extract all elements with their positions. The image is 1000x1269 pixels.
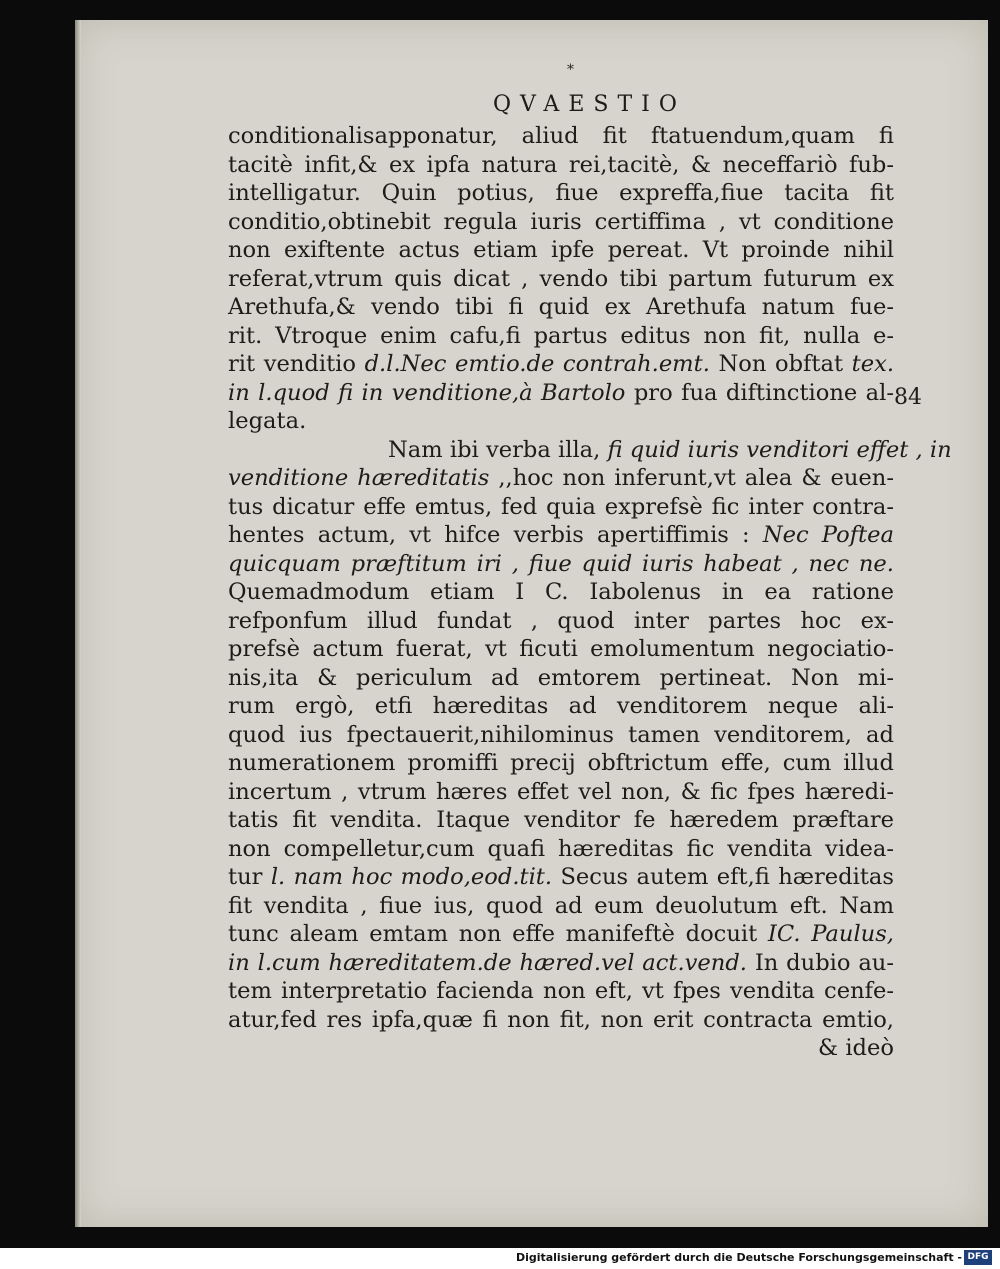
text-line xyxy=(228,692,894,721)
text-segment: refponfum illud fundat , quod inter partes hoc ex- xyxy=(228,607,894,634)
text-segment: hentes actum, vt hifce verbis apertiffimis : xyxy=(228,522,763,548)
text-segment: prefsè actum fuerat, vt ficuti emolumentum negociatio- xyxy=(228,636,894,662)
text-segment: numerationem promiffi precij obftrictum effe, cum illud xyxy=(228,750,894,776)
text-line xyxy=(228,179,894,208)
running-header: QVAESTIO xyxy=(493,92,686,117)
text-line xyxy=(228,949,894,978)
text-segment: conditionalisapponatur, aliud fit ftatuendum,quam fi xyxy=(228,123,894,149)
italic-citation: tex. xyxy=(851,351,894,377)
text-segment: ,,hoc non inferunt,vt alea & euen- xyxy=(489,465,894,491)
italic-citation: d.l.Nec emtio.de contrah.emt. xyxy=(364,351,710,377)
text-line xyxy=(228,892,894,921)
text-segment: atur,fed res ipfa,quæ fi non fit, non erit contracta emtio, xyxy=(228,1006,894,1033)
text-line xyxy=(228,607,894,636)
text-line xyxy=(228,977,894,1006)
text-segment: rum ergò, etfi hæreditas ad venditorem neque ali- xyxy=(228,693,894,719)
text-line xyxy=(228,521,894,550)
italic-citation: fi quid iuris venditori effet , in xyxy=(607,436,952,463)
text-line xyxy=(228,550,894,579)
text-segment: Secus autem eft,fi hæreditas xyxy=(552,864,894,890)
text-segment: tem interpretatio facienda non eft, vt fpes vendita cenfe- xyxy=(228,978,894,1004)
text-segment: non compelletur,cum quafi hæreditas fic vendita videa- xyxy=(228,835,894,862)
margin-number: 84 xyxy=(894,385,922,410)
text-segment: & ideò xyxy=(818,1035,894,1061)
text-segment: tus dicatur effe emtus, fed quia exprefsè fic inter contra- xyxy=(228,493,894,520)
text-line xyxy=(228,350,894,379)
text-line xyxy=(228,920,894,949)
funding-notice: Digitalisierung gefördert durch die Deutsche Forschungsgemeinschaft - xyxy=(515,1251,962,1264)
text-segment: tunc aleam emtam non effe manifeftè docuit xyxy=(228,921,768,947)
italic-citation: quicquam præftitum iri , fiue quid iuris habeat , nec ne. xyxy=(228,550,894,577)
text-segment: rit. Vtroque enim cafu,fi partus editus non fit, nulla e- xyxy=(228,322,894,349)
text-line xyxy=(228,664,894,693)
text-line xyxy=(228,1006,894,1035)
text-segment: tatis fit vendita. Itaque venditor fe hæredem præftare xyxy=(228,807,894,833)
italic-citation: l. nam hoc modo,eod.tit. xyxy=(270,864,553,890)
text-line xyxy=(228,578,894,607)
text-segment: rit venditio xyxy=(228,351,365,377)
text-segment: referat,vtrum quis dicat , vendo tibi partum futurum ex xyxy=(228,265,894,292)
text-line xyxy=(228,379,894,408)
italic-citation: in l.quod fi in venditione,à Bartolo xyxy=(228,379,626,406)
text-segment: non exiftente actus etiam ipfe pereat. Vt proinde nihil xyxy=(228,237,894,263)
text-line xyxy=(228,151,894,180)
footer-bar xyxy=(0,1248,1000,1269)
text-segment: nis,ita & periculum ad emtorem pertineat. Non mi- xyxy=(228,664,894,691)
signature-mark: * xyxy=(567,62,574,78)
text-line xyxy=(228,778,894,807)
text-line xyxy=(228,208,894,237)
text-line xyxy=(228,236,894,265)
text-segment: intelligatur. Quin potius, fiue expreffa,fiue tacita fit xyxy=(228,180,894,206)
text-line xyxy=(228,464,894,493)
text-segment: legata. xyxy=(228,408,307,434)
text-line xyxy=(228,1034,894,1063)
text-line xyxy=(228,835,894,864)
page-edge xyxy=(75,20,81,1227)
italic-citation: venditione hæreditatis xyxy=(228,465,490,491)
text-line xyxy=(228,635,894,664)
text-segment: Nam ibi verba illa, xyxy=(388,436,608,463)
text-segment: quod ius fpectauerit,nihilominus tamen venditorem, ad xyxy=(228,721,894,748)
text-line xyxy=(228,806,894,835)
text-segment: Arethufa,& vendo tibi fi quid ex Arethufa natum fue- xyxy=(228,294,894,320)
text-line xyxy=(228,721,894,750)
text-segment: tacitè infit,& ex ipfa natura rei,tacitè, & neceffariò fub- xyxy=(228,151,894,178)
text-line xyxy=(228,322,894,351)
text-segment: In dubio au- xyxy=(747,949,894,976)
text-line xyxy=(228,293,894,322)
text-line xyxy=(228,493,894,522)
text-segment: conditio,obtinebit regula iuris certiffima , vt conditione xyxy=(228,208,894,235)
text-segment: Quemadmodum etiam I C. Iabolenus in ea ratione xyxy=(228,579,894,605)
text-line xyxy=(228,436,952,465)
text-line xyxy=(228,407,894,436)
text-segment: Non obftat xyxy=(709,351,852,377)
text-segment: fit vendita , fiue ius, quod ad eum deuolutum eft. Nam xyxy=(228,892,894,919)
dfg-logo-icon: DFG xyxy=(964,1250,992,1265)
italic-citation: Nec Poftea xyxy=(762,522,894,548)
text-line xyxy=(228,122,894,151)
text-segment: pro fua diftinctione al- xyxy=(625,379,895,406)
text-segment: tur xyxy=(228,864,271,890)
text-line xyxy=(228,863,894,892)
text-line xyxy=(228,265,894,294)
text-segment: incertum , vtrum hæres effet vel non, & fic fpes hæredi- xyxy=(228,778,894,805)
text-line xyxy=(228,749,894,778)
italic-citation: in l.cum hæreditatem.de hæred.vel act.vend. xyxy=(228,949,747,976)
italic-citation: IC. Paulus, xyxy=(767,921,894,947)
